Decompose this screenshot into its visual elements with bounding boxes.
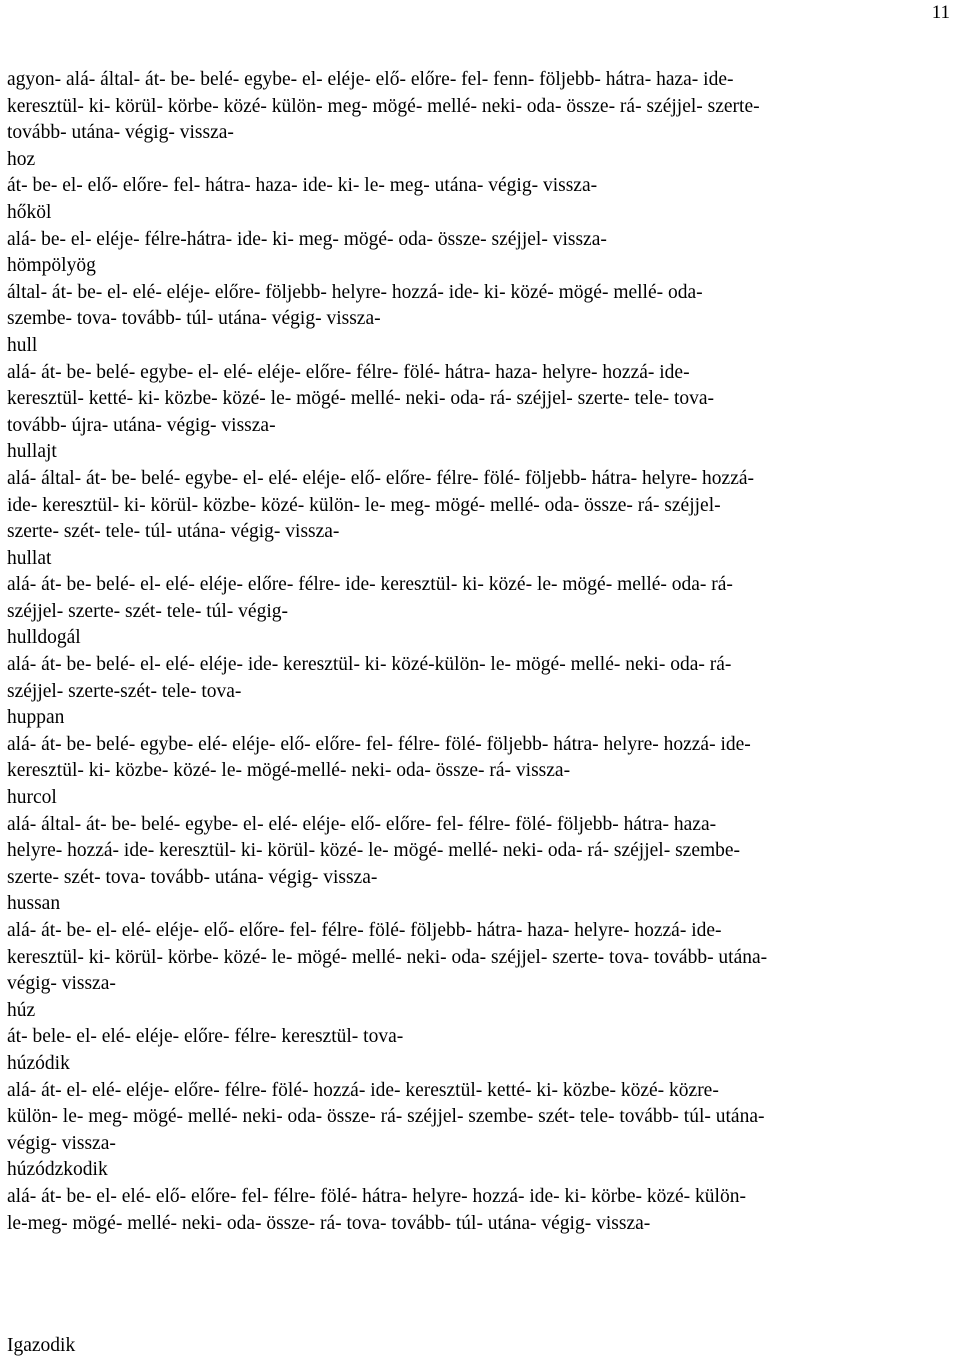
- text-line: végig- vissza-: [7, 973, 116, 995]
- text-line: le-meg- mögé- mellé- neki- oda- össze- rá- tova- tovább- túl- utána- végig- vissza-: [7, 1212, 651, 1234]
- text-line: alá- át- el- elé- eléje- előre- félre- fölé- hozzá- ide- keresztül- ketté- ki- közbe- közé- közre-: [7, 1079, 719, 1101]
- text-line: tovább- utána- végig- vissza-: [7, 122, 234, 144]
- text-line: alá- át- be- el- elé- elő- előre- fel- félre- fölé- hátra- helyre- hozzá- ide- ki- körbe- közé- külön-: [7, 1185, 746, 1207]
- headword: hoz: [7, 148, 36, 170]
- text-line: keresztül- ketté- ki- közbe- közé- le- mögé- mellé- neki- oda- rá- széjjel- szerte- tele- tova-: [7, 388, 715, 410]
- headword: hulldogál: [7, 627, 81, 649]
- text-line: tovább- újra- utána- végig- vissza-: [7, 414, 276, 436]
- headword: húzódzkodik: [7, 1159, 108, 1181]
- page-number: 11: [931, 2, 950, 23]
- text-line: által- át- be- el- elé- eléje- előre- följebb- helyre- hozzá- ide- ki- közé- mögé- mellé- oda-: [7, 281, 703, 303]
- text-line: át- bele- el- elé- eléje- előre- félre- keresztül- tova-: [7, 1026, 404, 1048]
- headword: hurcol: [7, 787, 57, 809]
- headword: hőköl: [7, 201, 52, 223]
- text-line: külön- le- meg- mögé- mellé- neki- oda- össze- rá- széjjel- szembe- szét- tele- tovább- túl- utána-: [7, 1106, 765, 1128]
- text-line: alá- át- be- el- elé- eléje- elő- előre- fel- félre- fölé- följebb- hátra- haza- helyre- hozzá- ide-: [7, 920, 722, 941]
- text-line: keresztül- ki- körül- körbe- közé- le- mögé- mellé- neki- oda- széjjel- szerte- tova- tovább- utána-: [7, 946, 768, 968]
- headword: hussan: [7, 893, 61, 915]
- text-line: széjjel- szerte- szét- tele- túl- végig-: [7, 600, 288, 622]
- headword: hullat: [7, 547, 52, 569]
- text-line: alá- által- át- be- belé- egybe- el- elé- eléje- elő- előre- fel- félre- fölé- följebb- hátra- haza-: [7, 813, 717, 835]
- text-line: végig- vissza-: [7, 1132, 116, 1154]
- text-line: alá- által- át- be- belé- egybe- el- elé- eléje- elő- előre- félre- fölé- följebb- hátra- helyre- hozzá-: [7, 467, 755, 489]
- headword: húzódik: [7, 1052, 70, 1074]
- text-line: alá- be- el- eléje- félre-hátra- ide- ki- meg- mögé- oda- össze- széjjel- vissza-: [7, 228, 607, 250]
- text-line: széjjel- szerte-szét- tele- tova-: [7, 680, 242, 702]
- text-line: keresztül- ki- körül- körbe- közé- külön- meg- mögé- mellé- neki- oda- össze- rá- széjjel- szerte-: [7, 95, 760, 117]
- text-line: szerte- szét- tele- túl- utána- végig- vissza-: [7, 521, 340, 543]
- text-line: ide- keresztül- ki- körül- közbe- közé- külön- le- meg- mögé- mellé- oda- össze- rá- széjjel-: [7, 494, 721, 516]
- text-line: alá- át- be- belé- el- elé- eléje- ide- keresztül- ki- közé-külön- le- mögé- mellé- neki- oda- rá-: [7, 654, 732, 676]
- text-line: alá- át- be- belé- el- elé- eléje- előre- félre- ide- keresztül- ki- közé- le- mögé- mellé- oda- rá-: [7, 574, 733, 596]
- text-line: helyre- hozzá- ide- keresztül- ki- körül- közé- le- mögé- mellé- neki- oda- rá- széjjel- szembe-: [7, 840, 741, 862]
- text-line: szerte- szét- tova- tovább- utána- végig- vissza-: [7, 866, 378, 888]
- text-line: keresztül- ki- közbe- közé- le- mögé-mellé- neki- oda- össze- rá- vissza-: [7, 760, 571, 782]
- text-line: agyon- alá- által- át- be- belé- egybe- el- eléje- elő- előre- fel- fenn- följebb- hátra- haza- ide-: [7, 69, 734, 90]
- headword: húz: [7, 999, 36, 1021]
- headword: huppan: [7, 707, 65, 729]
- text-line: át- be- el- elő- előre- fel- hátra- haza- ide- ki- le- meg- utána- végig- vissza-: [7, 175, 598, 197]
- headword: hullajt: [7, 441, 57, 463]
- headword: hull: [7, 334, 38, 356]
- next-headword: Igazodik: [7, 1335, 76, 1356]
- text-line: szembe- tova- tovább- túl- utána- végig- vissza-: [7, 308, 381, 330]
- text-line: alá- át- be- belé- egybe- el- elé- eléje- előre- félre- fölé- hátra- haza- helyre- hozzá- ide-: [7, 361, 690, 383]
- headword: hömpölyög: [7, 255, 96, 277]
- text-line: alá- át- be- belé- egybe- elé- eléje- elő- előre- fel- félre- fölé- följebb- hátra- helyre- hozzá- ide-: [7, 733, 751, 755]
- document-body: [7, 67, 952, 1237]
